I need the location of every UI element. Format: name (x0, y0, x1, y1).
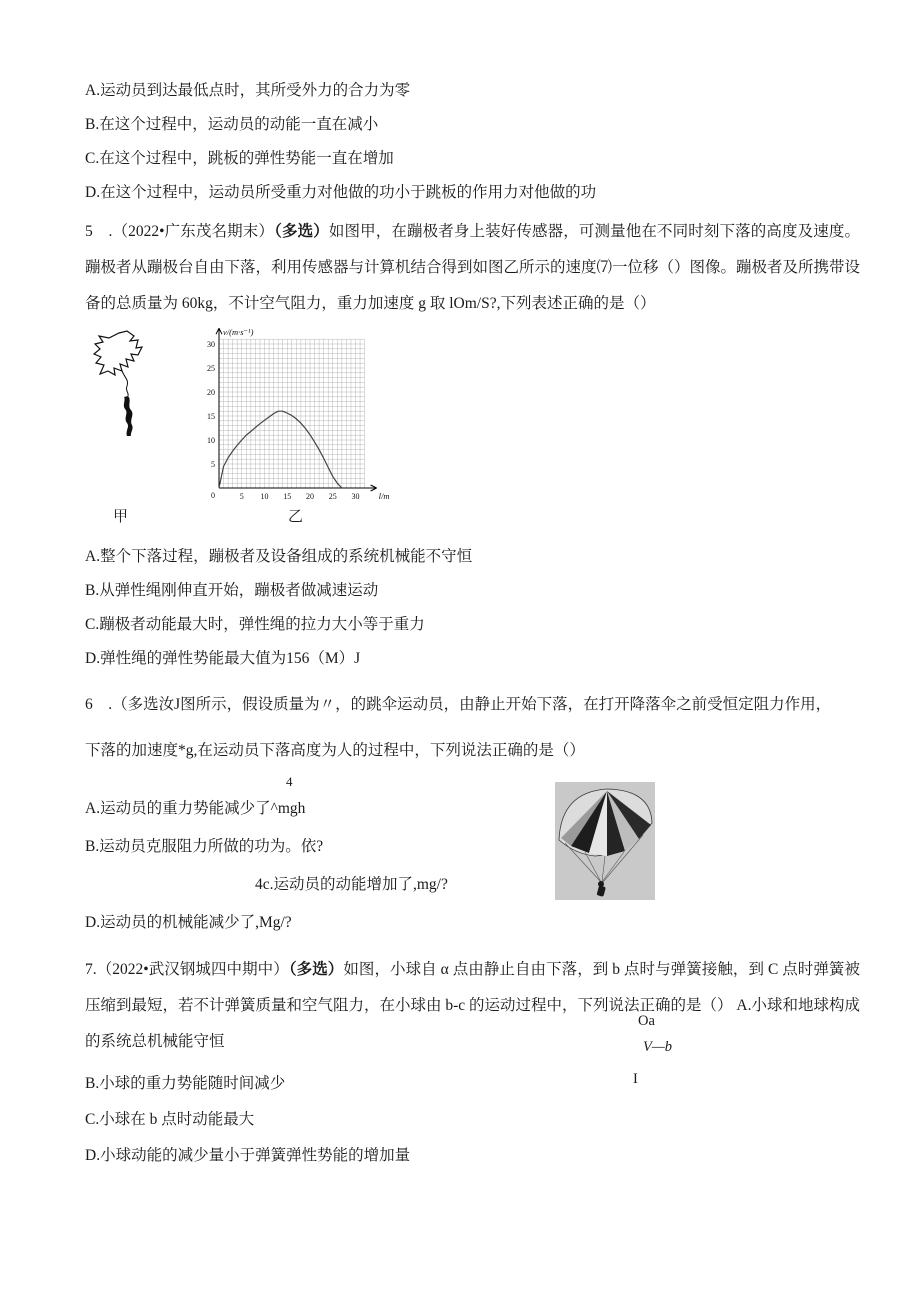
option-line-c: C.蹦极者动能最大时，弹性绳的拉力大小等于重力 (85, 616, 425, 633)
svg-text:20: 20 (207, 388, 215, 397)
question-5-figure (85, 326, 860, 532)
svg-text:25: 25 (328, 492, 337, 501)
svg-text:10: 10 (207, 436, 215, 445)
fraction-numerator: 4 (286, 774, 293, 789)
connector-line (122, 371, 128, 396)
multi-select-tag: （多选） (288, 961, 344, 978)
option-line-b: B.运动员克服阻力所做的功为。依? (85, 838, 324, 855)
figure-annotation-vb: V—b (643, 1039, 672, 1055)
option-line-d: D.在这个过程中，运动员所受重力对他做的功小于跳板的作用力对他做的功 (85, 184, 597, 201)
question-6-stem-line1: 6 .（多选汝J图所示，假设质量为〃，的跳伞运动员，由静止开始下落，在打开降落伞之前受恒定阻力作用， (85, 696, 832, 713)
question-5 (85, 214, 860, 676)
svg-text:l/m: l/m (378, 491, 390, 501)
question-5-options (85, 540, 860, 676)
figure-annotation-oa: Oa (638, 1013, 655, 1029)
option-line-a: A.整个下落过程，蹦极者及设备组成的系统机械能不守恒 (85, 548, 473, 565)
question-7-stem (85, 952, 860, 1060)
outline-shape (94, 331, 142, 375)
figure-annotation-spring: I (633, 1071, 638, 1087)
svg-text:30: 30 (351, 492, 360, 501)
svg-text:15: 15 (283, 492, 292, 501)
question-6-options-block (85, 774, 860, 942)
bungee-site-outline-figure (89, 330, 159, 445)
option-line-c: 4c.运动员的动能增加了,mg/? (255, 876, 448, 893)
svg-text:20: 20 (306, 492, 314, 501)
velocity-displacement-graph (189, 326, 399, 508)
option-line-b: B.从弹性绳刚伸直开始，蹦极者做减速运动 (85, 582, 379, 599)
option-line-b: B.在这个过程中，运动员的动能一直在减小 (85, 116, 379, 133)
svg-text:15: 15 (207, 412, 215, 421)
option-line-a: A.运动员的重力势能减少了^mgh (85, 800, 306, 817)
option-line-a: A.运动员到达最低点时，其所受外力的合力为零 (85, 82, 411, 99)
option-line-d: D.运动员的机械能减少了,Mg/? (85, 914, 292, 931)
question-7-stem-text: 如图，小球自 α 点由静止自由下落，到 b 点时与弹簧接触，到 C 点时弹簧被压缩到最短，若不计弹簧质量和空气阻力，在小球由 b-c 的运动过程中，下列说法正确的是（） A.小球和地球构成的系统总机械能守恒 (85, 961, 860, 1050)
svg-text:0: 0 (211, 491, 215, 500)
question-5-number: 5 .（2022•广东茂名期末） (85, 223, 275, 240)
figure-label-jia: 甲 (113, 509, 129, 525)
svg-text:5: 5 (211, 460, 215, 469)
svg-text:5: 5 (239, 492, 244, 501)
question-7-options (85, 1066, 860, 1174)
question-6 (85, 690, 860, 942)
option-line-d: D.弹性绳的弹性势能最大值为156（M）J (85, 650, 361, 667)
svg-text:30: 30 (207, 340, 215, 349)
svg-text:10: 10 (260, 492, 269, 501)
figure-label-yi: 乙 (288, 509, 304, 525)
jumper-blob (124, 396, 133, 436)
question-7 (85, 952, 860, 1174)
question-5-stem-text: 如图甲，在蹦极者身上装好传感器，可测量他在不同时刻下落的高度及速度。蹦极者从蹦极台自由下落，利用传感器与计算机结合得到如图乙所示的速度⑺一位移（）图像。蹦极者及所携带设备的总质量为 60kg，不计空气阻力，重力加速度 g 取 lOm/S?,下列表述正确的是（） (85, 223, 861, 312)
parachute-photo (555, 782, 655, 900)
svg-text:v/(m·s⁻¹): v/(m·s⁻¹) (223, 327, 254, 337)
option-line-c: C.在这个过程中，跳板的弹性势能一直在增加 (85, 150, 394, 167)
question-6-stem-line2: 下落的加速度*g,在运动员下落高度为人的过程中，下列说法正确的是（） (85, 742, 585, 759)
svg-text:25: 25 (207, 364, 215, 373)
option-line-b: B.小球的重力势能随时间减少 (85, 1075, 286, 1092)
option-line-d: D.小球动能的减少量小于弹簧弹性势能的增加量 (85, 1147, 411, 1164)
question-4-options (85, 74, 860, 210)
question-7-number: 7.（2022•武汉钢城四中期中） (85, 961, 289, 978)
question-5-stem (85, 214, 860, 322)
multi-select-tag: （多选） (274, 223, 329, 240)
option-line-c: C.小球在 b 点时动能最大 (85, 1111, 255, 1128)
